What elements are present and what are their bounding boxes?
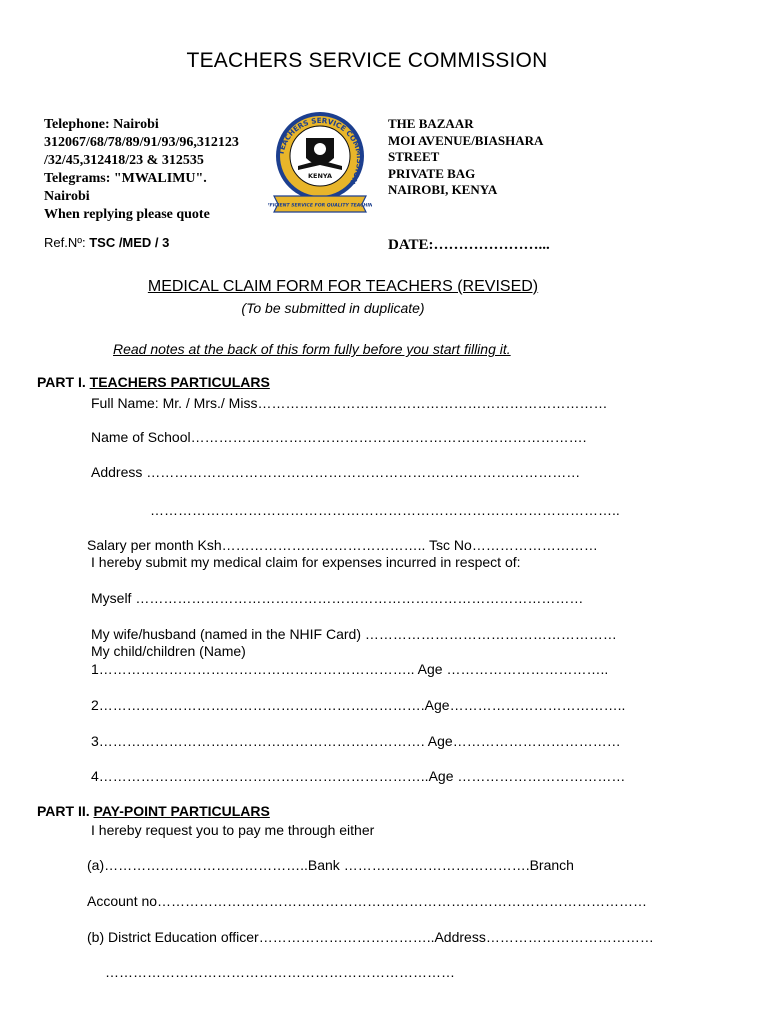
address-field-line-2[interactable]: ……………………………………………………………………………………….. xyxy=(150,502,620,518)
reference-number xyxy=(44,235,169,250)
deo-address-field[interactable]: (b) District Education officer………………………………..Address……………………………… xyxy=(87,929,654,945)
telegram-line: Telegrams: "MWALIMU". xyxy=(44,171,207,186)
seal-kenya-text: KENYA xyxy=(307,172,333,180)
part-1-title: TEACHERS PARTICULARS xyxy=(89,374,270,390)
account-number-field[interactable]: Account no…………………………………………………………………………………………… xyxy=(87,893,648,909)
ref-label: Ref.Nº: xyxy=(44,235,90,250)
page-title: TEACHERS SERVICE COMMISSION xyxy=(186,49,548,72)
full-name-field[interactable]: Full Name: Mr. / Mrs./ Miss………………………………………………………………… xyxy=(91,395,608,411)
address-line: NAIROBI, KENYA xyxy=(388,182,498,197)
spouse-field[interactable]: My wife/husband (named in the NHIF Card) ……………………………………………… xyxy=(91,626,617,642)
telephone-line: 312067/68/78/89/91/93/96,312123 xyxy=(44,135,239,150)
reply-line: When replying please quote xyxy=(44,207,210,222)
school-name-field[interactable]: Name of School…………………………………………………………………………. xyxy=(91,429,587,445)
instruction-note: Read notes at the back of this form fully before you start filling it. xyxy=(113,341,511,357)
postal-address-block xyxy=(388,116,543,199)
part-2-title: PAY-POINT PARTICULARS xyxy=(93,803,270,819)
salary-tsc-field[interactable]: Salary per month Ksh…………………………………….. Tsc No……………………… xyxy=(87,537,598,553)
telephone-line: Telephone: Nairobi xyxy=(44,117,159,132)
form-subtitle: (To be submitted in duplicate) xyxy=(241,300,425,316)
child-4-field[interactable]: 4……………………………………………………………..Age ……………………………… xyxy=(91,768,626,784)
myself-field[interactable]: Myself …………………………………………………………………………………… xyxy=(91,590,584,606)
part-1-label: PART I. xyxy=(37,374,90,390)
deo-address-line-2[interactable]: ………………………………………………………………… xyxy=(105,964,455,980)
children-label: My child/children (Name) xyxy=(91,643,246,659)
part-2-heading xyxy=(37,803,270,819)
seal-emblem-circle xyxy=(314,143,326,155)
address-line: STREET xyxy=(388,149,440,164)
part-2-label: PART II. xyxy=(37,803,94,819)
address-line: THE BAZAAR xyxy=(388,116,474,131)
telegram-line: Nairobi xyxy=(44,189,90,204)
telephone-block xyxy=(44,116,239,224)
date-field[interactable]: DATE:…………………... xyxy=(388,237,550,253)
address-field[interactable]: Address ………………………………………………………………………………… xyxy=(91,464,581,480)
part-1-heading xyxy=(37,374,270,390)
address-line: MOI AVENUE/BIASHARA xyxy=(388,132,544,148)
child-1-field[interactable]: 1………………………………………………………….. Age …………………………….. xyxy=(91,661,609,677)
seal-graphic xyxy=(268,108,372,216)
claim-statement: I hereby submit my medical claim for expenses incurred in respect of: xyxy=(91,554,521,570)
seal-ring-text: TEACHERS SERVICE COMMISSION xyxy=(276,115,365,186)
bank-branch-field[interactable]: (a)……………………………………..Bank ………………………………….Branch xyxy=(87,857,574,873)
seal-motto-text: EFFICIENT SERVICE FOR QUALITY TEACHING xyxy=(268,203,372,209)
ref-value: TSC /MED / 3 xyxy=(89,235,170,250)
tsc-seal-logo xyxy=(268,108,372,216)
payment-request-statement: I hereby request you to pay me through either xyxy=(91,822,375,838)
address-line: PRIVATE BAG xyxy=(388,165,476,181)
telephone-line: /32/45,312418/23 & 312535 xyxy=(44,153,204,168)
form-title: MEDICAL CLAIM FORM FOR TEACHERS (REVISED) xyxy=(147,278,539,295)
child-3-field[interactable]: 3……………………………………………………………. Age……………………………… xyxy=(91,733,621,749)
child-2-field[interactable]: 2…………………………………………………………….Age……………………………….. xyxy=(91,697,626,713)
